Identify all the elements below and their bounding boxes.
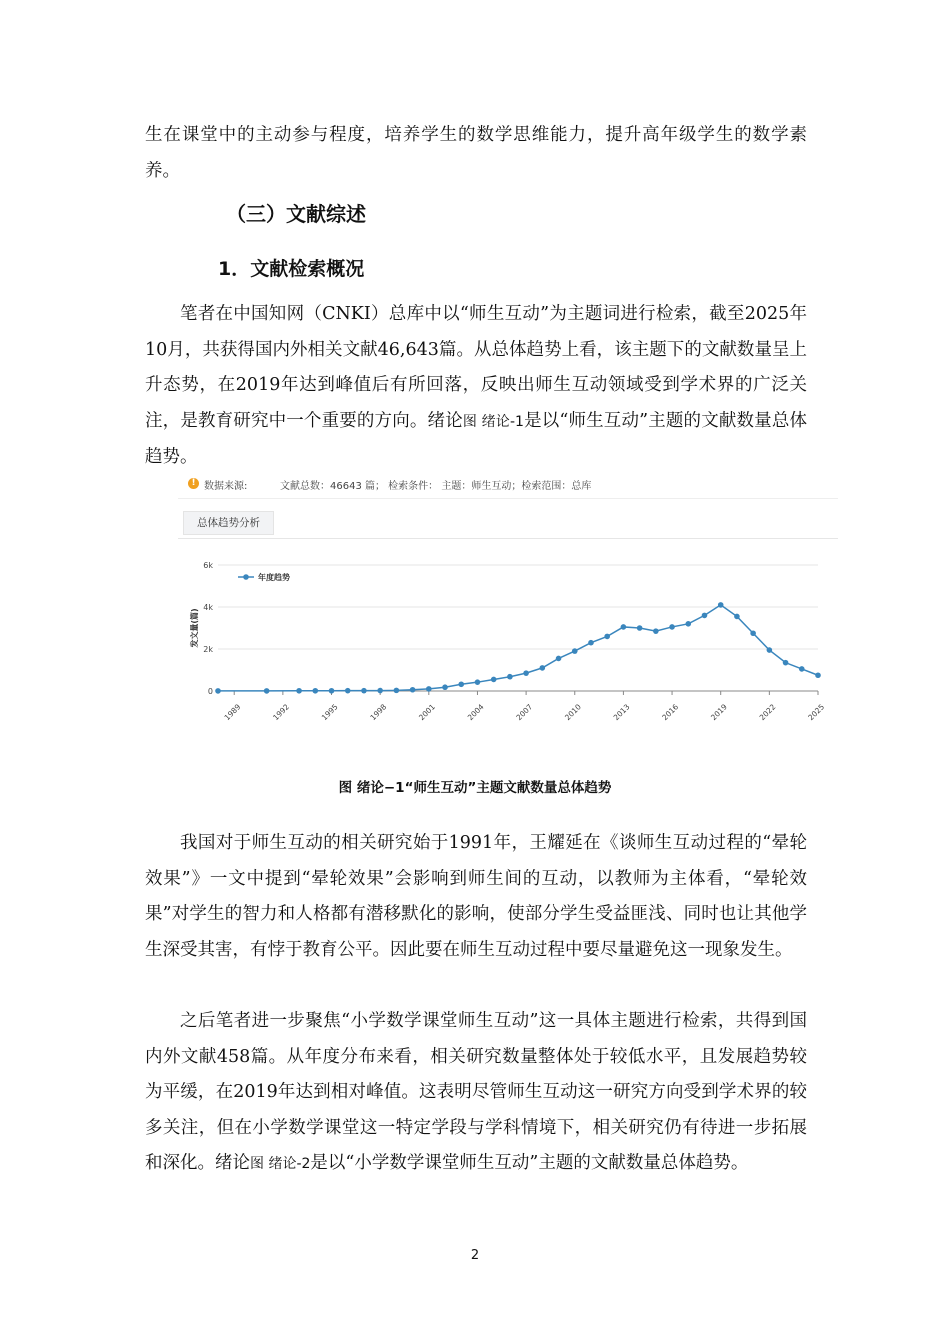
data-point	[799, 666, 805, 672]
series-line	[218, 605, 818, 691]
data-point	[604, 634, 610, 640]
data-point	[556, 656, 562, 662]
data-point	[475, 679, 481, 685]
paragraph-text: 笔者在中国知网（CNKI）总库中以“师生互动”为主题词进行检索，截至2025年10月，共获得国内外相关文献46,643篇。从总体趋势上看，该主题下的文献数量呈上升态势，在2019年达到峰值后有所回落，反映出师生互动领域受到学术界的广泛关注，是教育研究中一个重要的方向。绪论	[145, 304, 807, 431]
divider	[178, 538, 838, 539]
data-point	[458, 681, 464, 687]
y-tick-label: 4k	[203, 603, 213, 612]
x-tick-label: 2025	[806, 702, 827, 723]
data-point	[718, 602, 724, 608]
data-point	[523, 670, 529, 676]
data-point	[361, 688, 367, 694]
y-tick-label: 6k	[203, 561, 213, 570]
data-source-bar	[178, 470, 838, 499]
subsection-heading: 1．文献检索概况	[218, 258, 365, 280]
page-number: 2	[470, 1248, 480, 1263]
data-point	[410, 687, 416, 693]
data-point	[621, 624, 627, 630]
x-tick-label: 1998	[368, 702, 389, 723]
line-chart	[178, 550, 838, 750]
data-point	[296, 688, 302, 694]
x-tick-label: 1989	[222, 702, 243, 723]
data-point	[734, 614, 740, 620]
data-point	[572, 648, 578, 654]
data-point	[588, 640, 594, 646]
figure-trend	[178, 470, 840, 750]
data-point	[685, 621, 691, 627]
info-icon: !	[188, 478, 199, 489]
data-point	[653, 628, 659, 634]
x-tick-label: 1995	[319, 702, 340, 723]
x-tick-label: 2019	[709, 702, 729, 723]
source-detail: 文献总数：46643 篇； 检索条件： 主题：师生互动；检索范围：总库	[280, 481, 592, 492]
x-tick-label: 2007	[514, 702, 535, 723]
data-point	[540, 665, 546, 671]
y-tick-label: 2k	[203, 645, 213, 654]
data-point	[815, 672, 821, 678]
paragraph-focused-search	[145, 1004, 807, 1183]
x-tick-label: 2004	[465, 702, 486, 723]
paragraph-history: 我国对于师生互动的相关研究始于1991年，王耀延在《谈师生互动过程的“晕轮效果”》一文中提到“晕轮效果”会影响到师生间的互动，以教师为主体看，“晕轮效果”对学生的智力和人格都有潜移默化的影响，使部分学生受益匪浅、同时也让其他学生深受其害，有悖于教育公平。因此要在师生互动过程中要尽量避免这一现象发生。	[145, 833, 807, 960]
tab-overall-trend[interactable]: 总体趋势分析	[183, 511, 274, 535]
figure-caption: 图 绪论−1“师生互动”主题文献数量总体趋势	[338, 780, 612, 796]
data-point	[394, 688, 400, 694]
figure-reference: 图 绪论-2	[250, 1156, 311, 1172]
x-tick-label: 2016	[660, 702, 681, 723]
paragraph-text: 是以“师生互动”主题的文献数量总体趋势。	[145, 410, 807, 467]
figure-reference: 图 绪论-1	[462, 413, 524, 430]
data-point	[426, 686, 432, 692]
paragraph-continued: 生在课堂中的主动参与程度，培养学生的数学思维能力，提升高年级学生的数学素养。	[145, 125, 807, 181]
paragraph-search-overview	[145, 297, 807, 476]
data-point	[442, 684, 448, 690]
data-point	[345, 688, 351, 694]
x-tick-label: 2001	[417, 702, 437, 723]
x-tick-label: 2010	[563, 702, 583, 723]
data-point	[637, 625, 643, 631]
data-point	[750, 630, 756, 636]
data-point	[329, 688, 335, 694]
data-point	[507, 674, 513, 680]
x-tick-label: 2013	[611, 702, 632, 723]
legend-marker	[243, 574, 249, 580]
y-tick-label: 0	[207, 687, 213, 696]
data-point	[215, 688, 221, 694]
data-point	[669, 624, 675, 630]
data-point	[491, 677, 497, 683]
section-heading: （三）文献综述	[226, 202, 366, 226]
data-point	[264, 688, 270, 694]
data-point	[767, 647, 773, 653]
paragraph-text: 之后笔者进一步聚焦“小学数学课堂师生互动”这一具体主题进行检索，共得到国内外文献458篇。从年度分布来看，相关研究数量整体处于较低水平，且发展趋势较为平缓，在2019年达到相对峰值。这表明尽管师生互动这一研究方向受到学术界的较多关注，但在小学数学课堂这一特定学段与学科情境下，相关研究仍有待进一步拓展和深化。绪论	[145, 1011, 807, 1173]
source-label: 数据来源:	[204, 481, 248, 492]
y-axis-label: 发文量(篇)	[190, 608, 199, 648]
data-point	[783, 660, 789, 666]
paragraph-text: 是以“小学数学课堂师生互动”主题的文献数量总体趋势。	[310, 1153, 749, 1173]
data-point	[312, 688, 318, 694]
legend-label: 年度趋势	[258, 573, 290, 582]
data-point	[377, 688, 383, 694]
data-point	[702, 613, 708, 619]
x-tick-label: 1992	[271, 702, 292, 723]
x-tick-label: 2022	[757, 702, 778, 723]
